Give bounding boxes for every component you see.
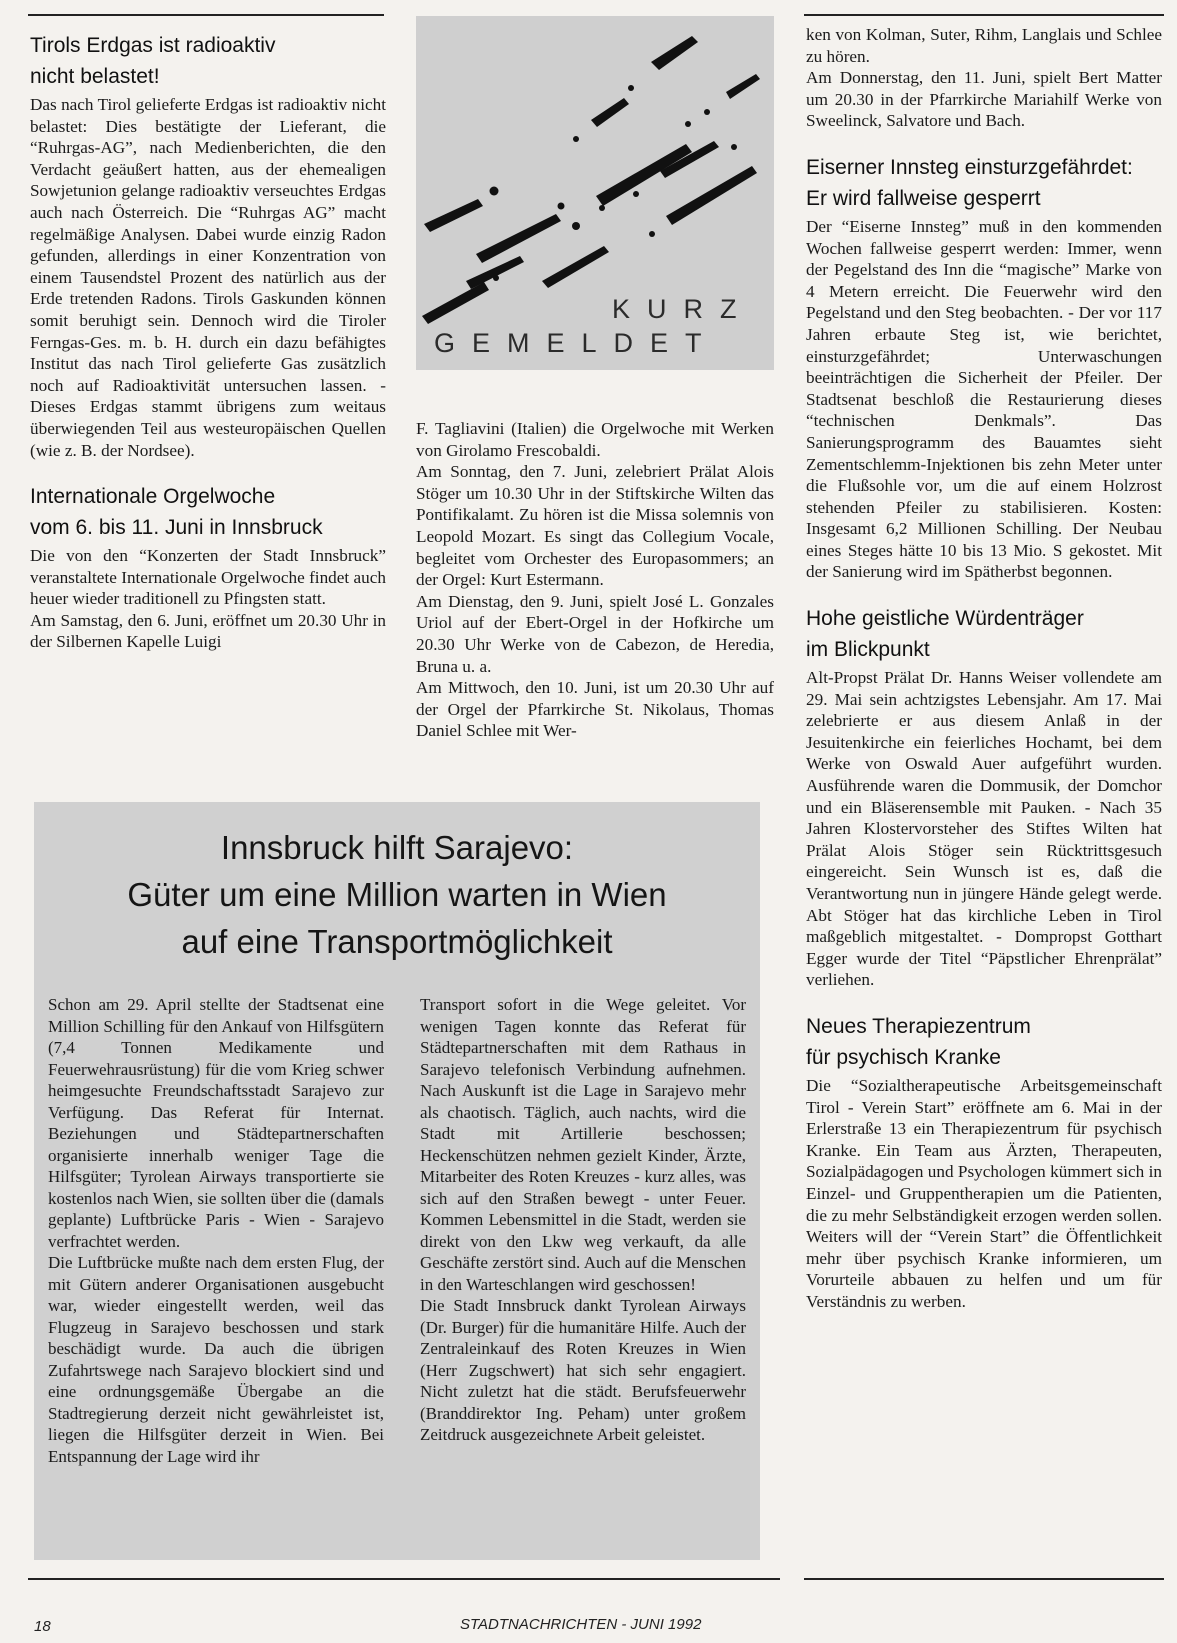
headline-line: Internationale Orgelwoche [30,485,276,509]
column-1 [30,30,386,653]
article-paragraph: Alt-Propst Prälat Dr. Hanns Weiser vollendete am 29. Mai sein achtzigstes Lebensjahr. Am 17. Mai zelebrierte er aus diesem Anlaß in der Jesuitenkirche ein feierliches Hochamt, bei dem Werke von Oswald Auer aufgeführt wurden. Ausführende waren die Dommusik, der Domchor und ein Bläserensemble mit Pauken. - Nach 35 Jahren Klostervorsteher des Stiftes Wilten hat Prälat Alois Stöger sein Rücktrittsgesuch eingereicht. Sein Wunsch ist es, daß die Verantwortung nun in jüngere Hände gelegt werde. Abt Stöger hat das kirchliche Leben in Tirol maßgeblich mitgestaltet. - Dompropst Gotthart Egger wurde der Titel “Päpstlicher Ehrenprälat” verliehen. [806,668,1162,990]
headline-line: im Blickpunkt [806,638,930,662]
article-paragraph: Die Stadt Innsbruck dankt Tyrolean Airways (Dr. Burger) für die humanitäre Hilfe. Auch der Zentraleinkauf des Roten Kreuzes in Wien (Herr Zugschwert) hat sich sehr engagiert. Nicht zuletzt hat die städt. Berufsfeuerwehr (Branddirektor Ing. Peham) unter großem Zeitdruck ausgezeichnete Arbeit geleistet. [420,1296,746,1444]
top-rule-left [28,14,384,16]
logo-text-gemeldet: GEMELDET [434,328,719,358]
article-therapiezentrum [806,1011,1162,1313]
feature-headline [34,824,760,965]
headline-line: auf eine Transportmöglichkeit [181,923,613,960]
article-paragraph: Schon am 29. April stellte der Stadtsenat eine Million Schilling für den Ankauf von Hilfsgütern (7,4 Tonnen Medikamente und Feuerwehrausrüstung) für die vom Krieg schwer heimgesuchte Freundschaftsstadt Sarajevo zur Verfügung. Das Referat für Internat. Beziehungen und Städtepartnerschaften organisierte innerhalb weniger Tage die Hilfsgüter; Tyrolean Airways transportierte sie kostenlos nach Wien, sie sollten über die (damals geplante) Luftbrücke Paris - Wien - Sarajevo verfrachtet werden. [48,995,384,1251]
headline-line: vom 6. bis 11. Juni in Innsbruck [30,516,323,540]
article-paragraph: ken von Kolman, Suter, Rihm, Langlais und Schlee zu hören. [806,25,1162,66]
headline-line: Hohe geistliche Würdenträger [806,607,1084,631]
article-paragraph: F. Tagliavini (Italien) die Orgelwoche mit Werken von Girolamo Frescobaldi. [416,419,774,460]
article-paragraph: Der “Eiserne Innsteg” muß in den kommenden Wochen fallweise gesperrt werden: Immer, wenn der Pegelstand des Inn die “magische” Marke von 4 Metern erreicht. Die Feuerwehr wird den Pegelstand und den Steg beobachten. - Der vor 117 Jahren erbaute Steg ist, wie berichtet, einsturzgefährdet; Unterwaschungen beeinträchtigen die Sicherheit der Pfeiler. Der Stadtsenat beschloß die Restaurierung dieses “technischen Denkmals”. Das Sanierungsprogramm des Bauamtes sieht Zementschlemm-Injektionen bis zehn Meter unter die Flußsohle vor, um die auf einem Holzrost stehenden Pfeiler zu stabilisieren. Kosten: Insgesamt 6,2 Millionen Schilling. Der Neubau eines Steges hätte 10 bis 13 Mio. S gekostet. Mit der Sanierung wird im Spätherbst begonnen. [806,216,1162,582]
headline-line: Er wird fallweise gesperrt [806,186,1041,210]
article-headline [30,481,386,543]
article-headline [30,30,386,92]
article-paragraph: Am Mittwoch, den 10. Juni, ist um 20.30 Uhr auf der Orgel der Pfarrkirche St. Nikolaus, Thomas Daniel Schlee mit Wer- [416,678,774,741]
article-headline [806,152,1162,214]
article-paragraph: Am Sonntag, den 7. Juni, zelebriert Prälat Alois Stöger um 10.30 Uhr in der Stiftskirche Wilten das Pontifikalamt. Zu hören ist die Missa solemnis von Leopold Mozart. Es singt das Collegium Vocale, begleitet vom Orchester des Europasommers; an der Orgel: Kurt Estermann. [416,462,774,590]
kurz-gemeldet-logo [416,16,774,370]
headline-line: Neues Therapiezentrum [806,1014,1031,1038]
article-paragraph: Die von den “Konzerten der Stadt Innsbruck” veranstaltete Internationale Orgelwoche findet auch heuer wieder traditionell zu Pfingsten statt. [30,546,386,609]
headline-line: Innsbruck hilft Sarajevo: [220,829,574,866]
column-3 [806,24,1162,1313]
article-paragraph: Die “Sozialtherapeutische Arbeitsgemeinschaft Tirol - Verein Start” eröffnete am 6. Mai in der Erlerstraße 13 ein Therapiezentrum für psychisch Kranke. Ein Team aus Ärzten, Therapeuten, Sozialpädagogen und Psychologen kümmert sich in Einzel- und Gruppentherapien um die Patienten, die zu mehr Selbständigkeit erzogen werden sollen. Weiters will der “Verein Start” die Öffentlichkeit mehr über psychisch Kranke informieren, um Vorurteile abbauen zu helfen und um für Verständnis zu werben. [806,1075,1162,1311]
top-rule-right [804,14,1164,16]
publication-footer: STADTNACHRICHTEN - JUNI 1992 [460,1616,702,1633]
headline-line: Tirols Erdgas ist radioaktiv [30,34,276,57]
headline-line: Güter um eine Million warten in Wien [127,876,667,913]
column-2 [416,418,774,742]
headline-line: für psychisch Kranke [806,1045,1001,1069]
article-orgelwoche [30,481,386,653]
article-paragraph: Das nach Tirol gelieferte Erdgas ist radioaktiv nicht belastet: Dies bestätigte der Lieferant, die “Ruhrgas-AG”, nach Medienberichten, die den Verdacht geäußert hatten, aus der ehemealigen Sowjetunion gelange radioaktiv verseuchtes Erdgas auch nach Österreich. Die “Ruhrgas AG” macht regelmäßige Analysen. Dabei wurde einzig Radon gefunden, allerdings in einer Konzentration von einem Tausendstel Prozent des natürlich aus der Erde tretenden Radons. Tirols Gaskunden können somit beruhigt sein. Dennoch wird die Tiroler Ferngas-Ges. m. b. H. durch ein dazu befähigtes Institut das nach Tirol gelieferte Gas zusätzlich noch auf Radioaktivität untersuchen lassen. - Dieses Erdgas stammt übrigens zum weitaus überwiegenden Teil aus westeuropäischen Quellen (wie z. B. der Nordsee). [30,95,386,460]
bottom-rule-left [28,1578,780,1580]
article-wuerdentraeger [806,603,1162,991]
article-paragraph: Am Dienstag, den 9. Juni, spielt José L. Gonzales Uriol auf der Ebert-Orgel in der Hofkirche um 20.30 Uhr Werke von de Cabezon, de Heredia, Bruna u. a. [416,591,774,676]
bottom-rule-right [804,1578,1164,1580]
headline-line: nicht belastet! [30,65,160,88]
article-paragraph: Am Donnerstag, den 11. Juni, spielt Bert Matter um 20.30 in der Pfarrkirche Mariahilf Werke von Sweelinck, Salvatore und Bach. [806,68,1162,131]
logo-text-kurz: KURZ [612,294,754,324]
headline-line: Eiserner Innsteg einsturzgefährdet: [806,155,1133,179]
article-paragraph: Die Luftbrücke mußte nach dem ersten Flug, der mit Gütern anderer Organisationen ausgebucht war, wieder eingestellt werden, weil das Flugzeug in Sarajevo beschossen und stark beschädigt wurde. Da auch die übrigen Zufahrtswege nach Sarajevo blockiert sind und eine ordnungsgemäße Übergabe an die Stadtregierung derzeit nicht gewährleistet ist, liegen die Hilfsgüter derzeit in Wien. Bei Entspannung der Lage wird ihr [48,1253,384,1466]
article-headline [806,603,1162,665]
feature-box-sarajevo [34,802,760,1560]
article-erdgas [30,30,386,461]
article-paragraph: Transport sofort in die Wege geleitet. Vor wenigen Tagen konnte das Referat für Städtepartnerschaften mit dem Rathaus in Sarajevo telefonisch Verbindung aufnehmen. Nach Auskunft ist die Lage in Sarajevo mehr als chaotisch. Täglich, auch nachts, wird die Stadt mit Artillerie beschossen; Heckenschützen nehmen gezielt Kinder, Ärzte, Mitarbeiter des Roten Kreuzes - kurz alles, was sich auf den Straßen bewegt - unter Feuer. Kommen Lebensmittel in die Stadt, werden sie direkt von den Lkw weg verkauft, da alle Geschäfte zerstört sind. Auch auf die Menschen in den Warteschlangen wird geschossen! [420,995,746,1294]
page-number: 18 [34,1618,51,1635]
article-paragraph: Am Samstag, den 6. Juni, eröffnet um 20.30 Uhr in der Silbernen Kapelle Luigi [30,610,386,652]
article-innsteg [806,152,1162,583]
feature-column-left [48,994,384,1467]
article-headline [806,1011,1162,1073]
feature-column-right [420,994,746,1446]
